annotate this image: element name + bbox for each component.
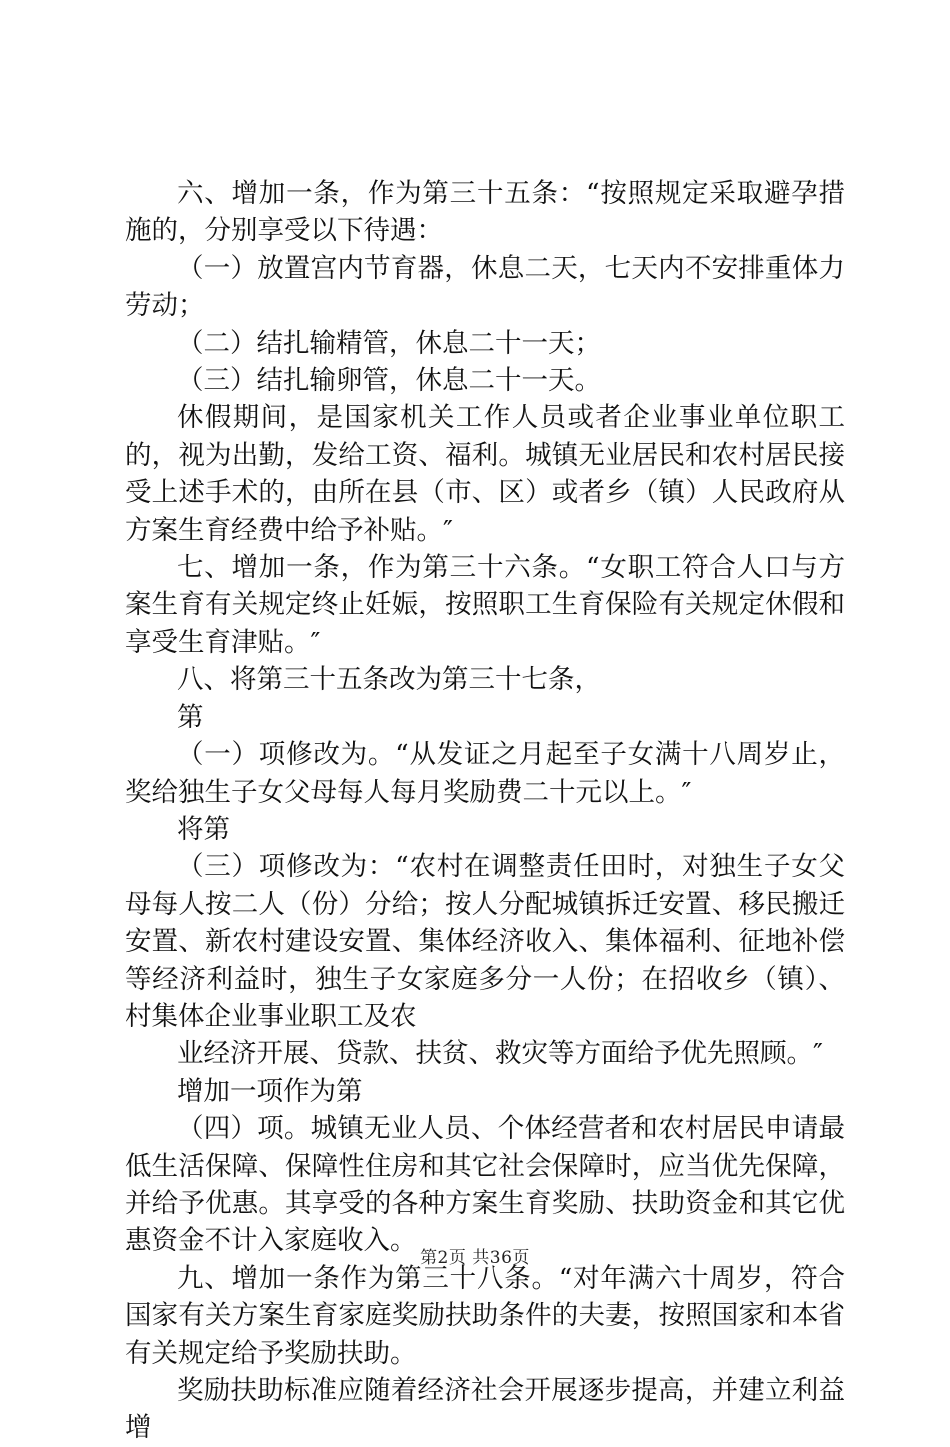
paragraph-item-2: （二）结扎输精管，休息二十一天； xyxy=(177,327,601,359)
paragraph-article-9: 九、增加一条作为第三十八条。“对年满六十周岁，符合国家有关方案生育家庭奖励扶助条件的夫妻，按照国家和本省有关规定给予奖励扶助。 xyxy=(125,1262,845,1369)
paragraph-article-7: 七、增加一条，作为第三十六条。“女职工符合人口与方案生育有关规定终止妊娠，按照职工生育保险有关规定休假和享受生育津贴。″ xyxy=(125,552,845,658)
paragraph-reward-standard: 奖励扶助标准应随着经济社会开展逐步提高，并建立利益增 xyxy=(125,1375,845,1444)
paragraph-item-1-revision: （一）项修改为。“从发证之月起至子女满十八周岁止，奖给独生子女父母每人每月奖励费二十元以上。″ xyxy=(125,739,845,808)
paragraph-fragment-jiangdi: 将第 xyxy=(177,813,230,845)
paragraph-item-3: （三）结扎输卵管，休息二十一天。 xyxy=(177,365,601,397)
paragraph-fragment-add-item: 增加一项作为第 xyxy=(177,1075,363,1107)
paragraph-item-3-revision: （三）项修改为：“农村在调整责任田时，对独生子女父母每人按二人（份）分给；按人分配城镇拆迁安置、移民搬迁安置、新农村建设安置、集体经济收入、集体福利、征地补偿等经济利益时，独生子女家庭多分一人份；在招收乡（镇）、村集体企业事业职工及农 xyxy=(125,851,845,1032)
paragraph-leave-period: 休假期间，是国家机关工作人员或者企业事业单位职工的，视为出勤，发给工资、福利。城镇无业居民和农村居民接受上述手术的，由所在县（市、区）或者乡（镇）人民政府从方案生育经费中给予补贴。″ xyxy=(125,402,845,546)
paragraph-item-1: （一）放置宫内节育器，休息二天，七天内不安排重体力劳动； xyxy=(125,252,845,322)
paragraph-continuation: 业经济开展、贷款、扶贫、救灾等方面给予优先照顾。″ xyxy=(177,1038,823,1070)
paragraph-fragment-di: 第 xyxy=(177,701,204,733)
paragraph-article-8: 八、将第三十五条改为第三十七条， xyxy=(177,664,601,696)
paragraph-article-6: 六、增加一条，作为第三十五条：“按照规定采取避孕措施的，分别享受以下待遇： xyxy=(125,178,845,247)
page-number-footer: 第2页 共36页 xyxy=(420,1248,530,1268)
paragraph-item-4: （四）项。城镇无业人员、个体经营者和农村居民申请最低生活保障、保障性住房和其它社会保障时，应当优先保障，并给予优惠。其享受的各种方案生育奖励、扶助资金和其它优惠资金不计入家庭收入。 xyxy=(125,1113,845,1257)
